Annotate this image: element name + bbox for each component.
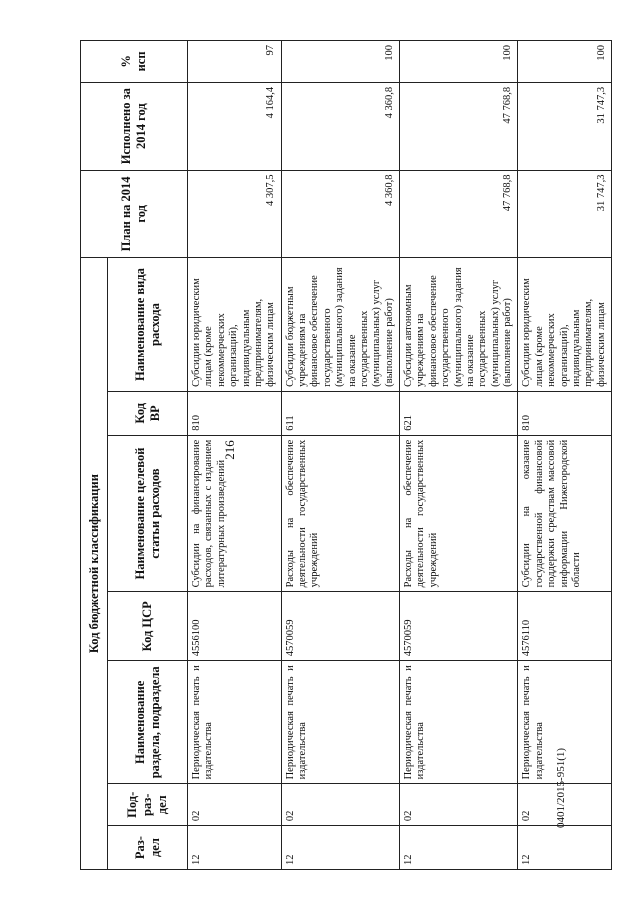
- cell-section: Периодическая печать и издательства: [518, 661, 612, 784]
- cell-plan: 31 747,3: [518, 170, 612, 258]
- cell-vr: Субсидии юридическим лицам (кроме некоммерческих организаций), индивидуальным предпринимателям, физическим лицам: [518, 258, 612, 392]
- cell-vr: Субсидии юридическим лицам (кроме некоммерческих организаций), индивидуальным предпринимателям, физическим лицам: [188, 258, 282, 392]
- header-target-name: Наименование целевой статьи расходов: [108, 435, 188, 592]
- cell-pct: 100: [518, 41, 612, 83]
- cell-plan: 47 768,8: [400, 170, 518, 258]
- table-row: [518, 41, 612, 870]
- cell-kcsr: 4570059: [281, 592, 399, 661]
- cell-kvr: 810: [188, 391, 282, 435]
- page-number: 216: [222, 440, 237, 460]
- cell-kvr: 611: [281, 391, 399, 435]
- cell-podrazdel: 02: [188, 784, 282, 826]
- cell-done: 31 747,3: [518, 82, 612, 170]
- cell-kcsr: 4556100: [188, 592, 282, 661]
- header-kcsr: Код ЦСР: [108, 592, 188, 661]
- header-vr-name: Наименование вида расхода: [108, 258, 188, 392]
- header-podrazdel: Под-раз-дел: [108, 784, 188, 826]
- cell-kcsr: 4570059: [400, 592, 518, 661]
- cell-done: 4 360,8: [281, 82, 399, 170]
- cell-done: 4 164,4: [188, 82, 282, 170]
- cell-target: Расходы на обеспечение деятельности государственных учреждений: [400, 435, 518, 592]
- cell-target: Субсидии на оказание государственной финансовой поддержки средствам массовой информации Нижегородской области: [518, 435, 612, 592]
- header-razdel: Раз-дел: [108, 826, 188, 870]
- header-section-name: Наименование раздела, подраздела: [108, 661, 188, 784]
- cell-kvr: 621: [400, 391, 518, 435]
- cell-target: Субсидии на финансирование расходов, связанных с изданием литературных произведений: [188, 435, 282, 592]
- cell-razdel: 12: [188, 826, 282, 870]
- cell-kcsr: 4576110: [518, 592, 612, 661]
- cell-section: Периодическая печать и издательства: [188, 661, 282, 784]
- cell-vr: Субсидии автономным учреждениям на финансовое обеспечение государственного (муниципального) задания на оказание государственных (муниципальных) услуг (выполнение работ): [400, 258, 518, 392]
- document-id: 0401/2015-951(1): [555, 747, 567, 828]
- cell-razdel: 12: [518, 826, 612, 870]
- cell-plan: 4 307,5: [188, 170, 282, 258]
- cell-done: 47 768,8: [400, 82, 518, 170]
- header-pct: % исп: [81, 41, 188, 83]
- table-row: [188, 41, 282, 870]
- cell-kvr: 810: [518, 391, 612, 435]
- cell-podrazdel: 02: [281, 784, 399, 826]
- cell-vr: Субсидии бюджетным учреждениям на финансовое обеспечение государственного (муниципального) задания на оказание государственных (муниципальных) услуг (выполнение работ): [281, 258, 399, 392]
- cell-target: Расходы на обеспечение деятельности государственных учреждений: [281, 435, 399, 592]
- cell-pct: 100: [281, 41, 399, 83]
- header-plan: План на 2014 год: [81, 170, 188, 258]
- budget-table-container: [80, 40, 607, 870]
- cell-plan: 4 360,8: [281, 170, 399, 258]
- cell-pct: 100: [400, 41, 518, 83]
- cell-pct: 97: [188, 41, 282, 83]
- table-row: [400, 41, 518, 870]
- cell-section: Периодическая печать и издательства: [281, 661, 399, 784]
- cell-section: Периодическая печать и издательства: [400, 661, 518, 784]
- header-done: Исполнено за 2014 год: [81, 82, 188, 170]
- cell-podrazdel: 02: [400, 784, 518, 826]
- table-row: [281, 41, 399, 870]
- header-group: Код бюджетной классификации: [81, 258, 108, 870]
- cell-razdel: 12: [281, 826, 399, 870]
- budget-table: [80, 40, 612, 870]
- cell-podrazdel: 02: [518, 784, 612, 826]
- header-kvr: Код ВР: [108, 391, 188, 435]
- cell-razdel: 12: [400, 826, 518, 870]
